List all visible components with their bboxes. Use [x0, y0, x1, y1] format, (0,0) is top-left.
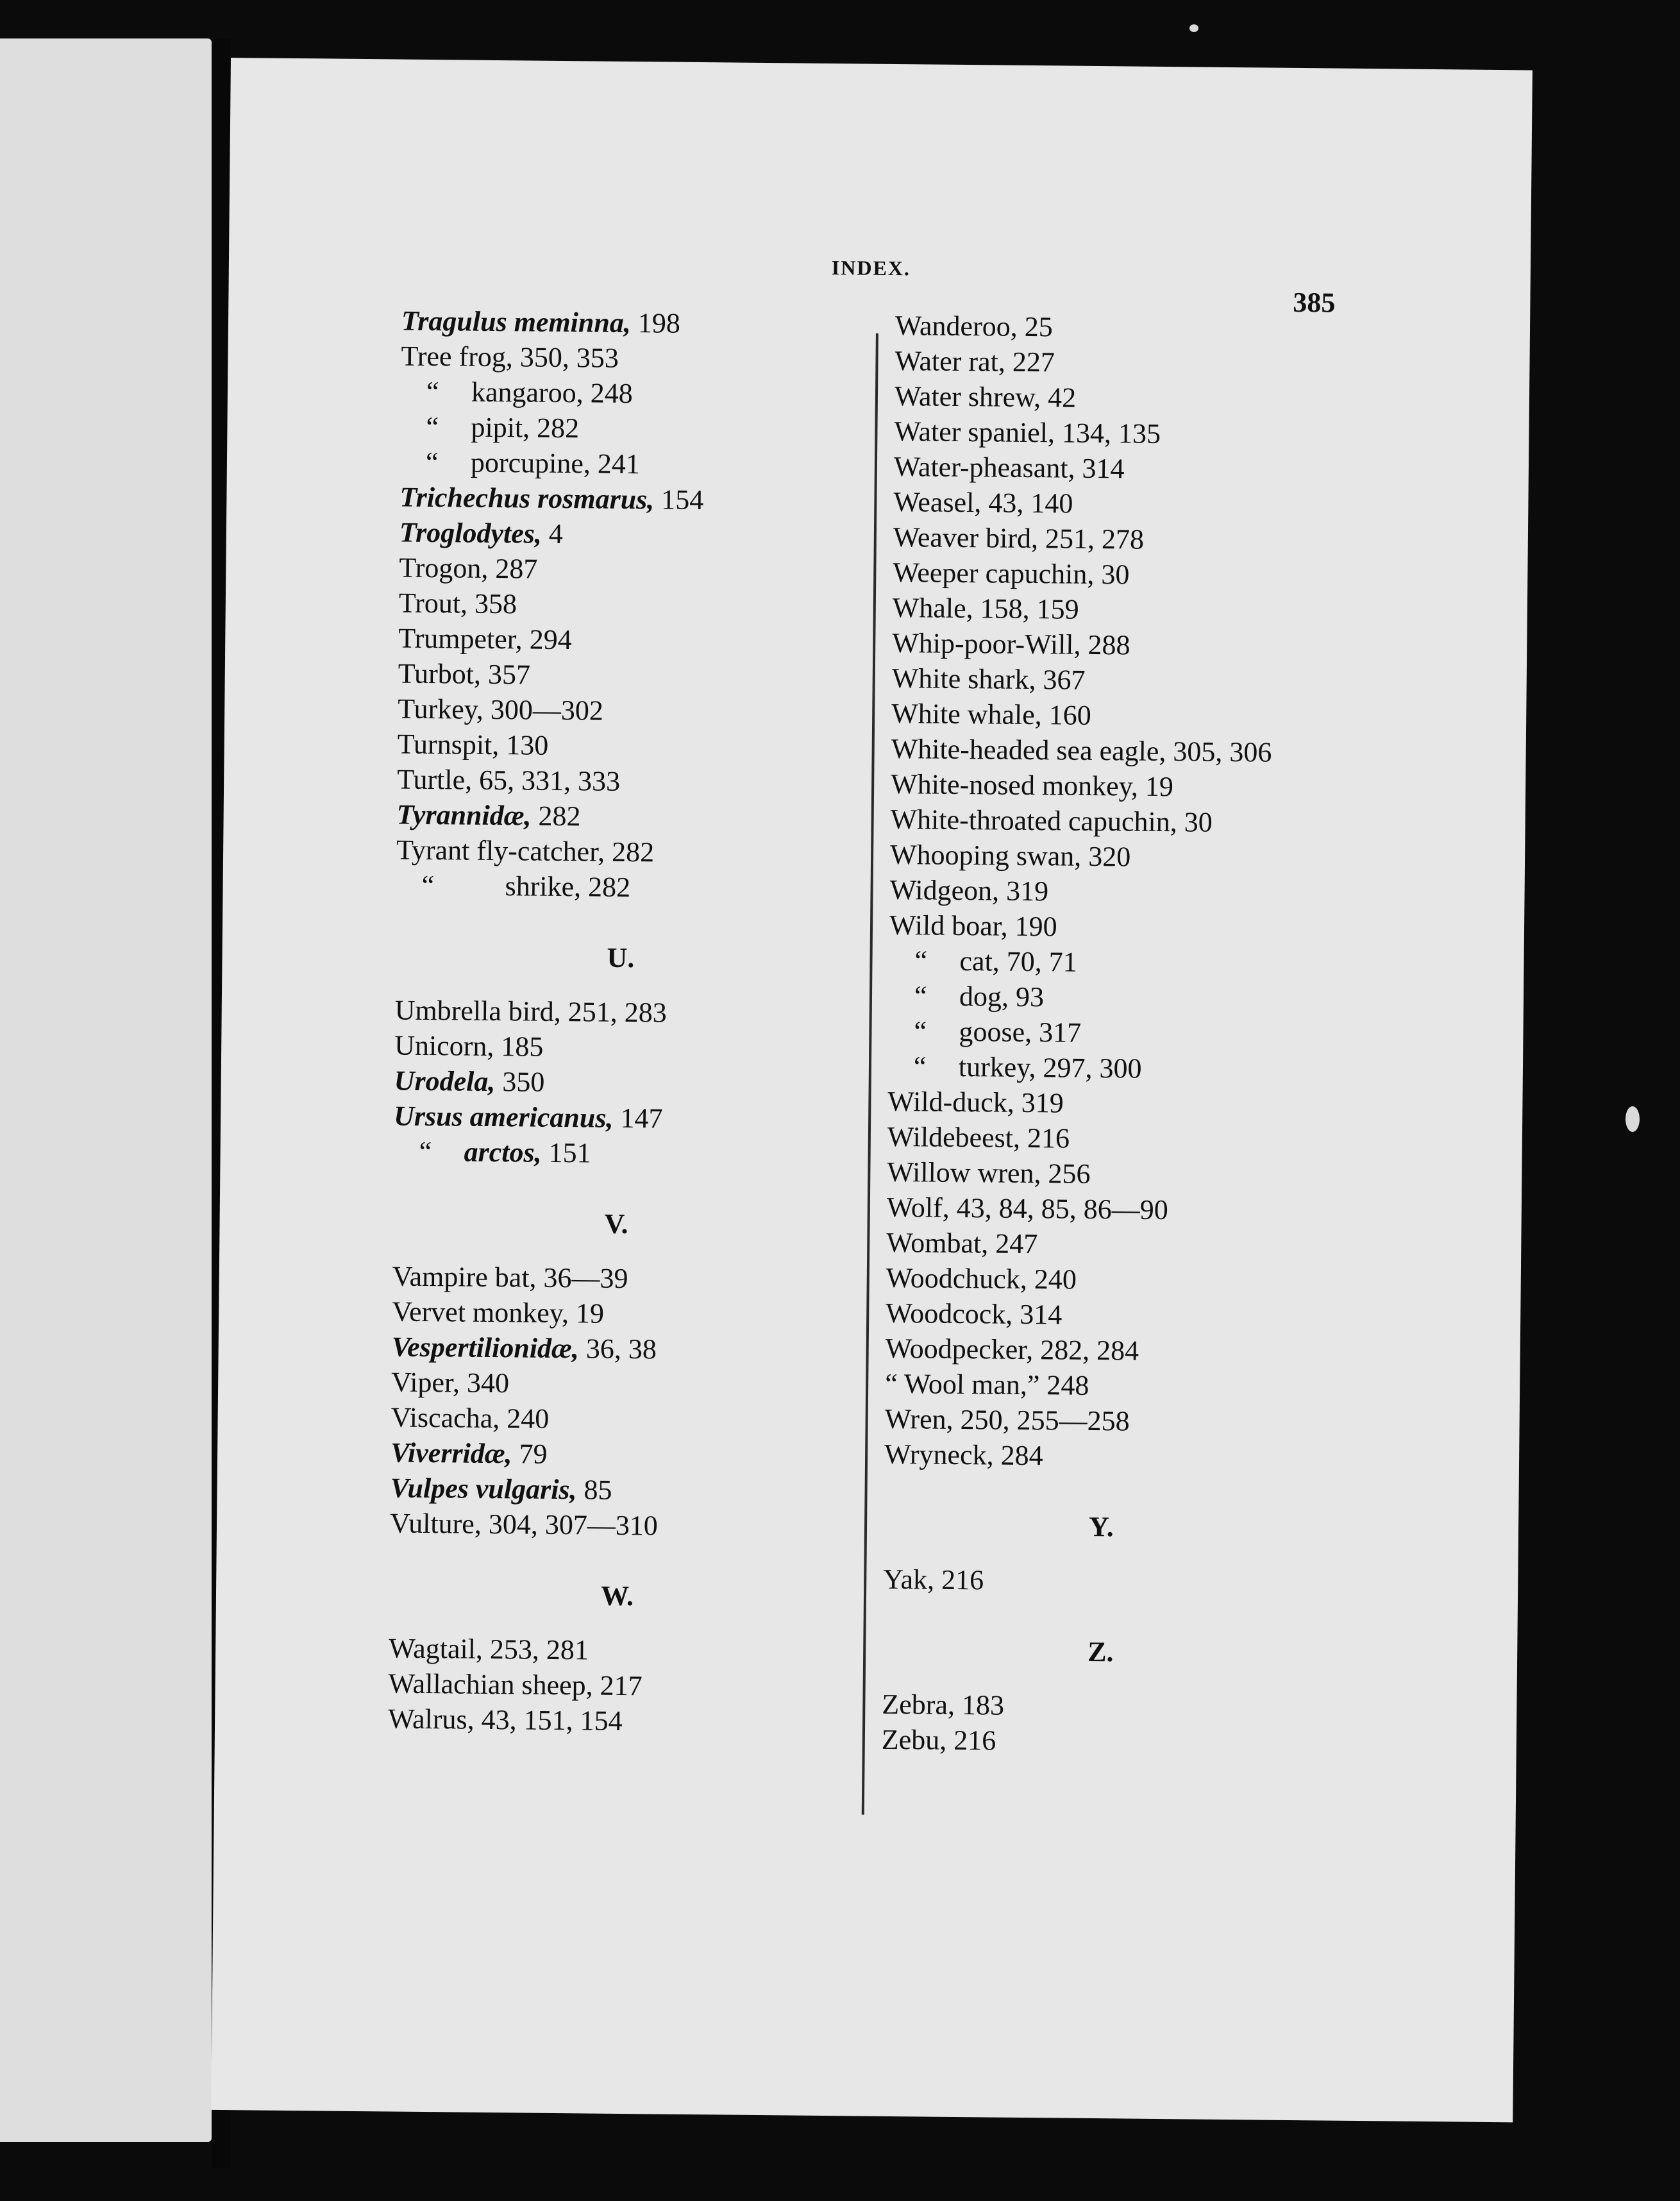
entry-pages: 284: [993, 1439, 1043, 1472]
index-subentry: [888, 1013, 1427, 1054]
ditto-mark: “: [426, 410, 439, 443]
entry-pages: 317: [1031, 1016, 1082, 1049]
index-entry: [398, 621, 937, 661]
entry-term: Wild-duck,: [887, 1085, 1015, 1118]
index-entry: [391, 1399, 929, 1440]
entry-pages: 190: [1007, 910, 1057, 943]
index-entry: [399, 550, 937, 591]
entry-term: White shark,: [891, 662, 1036, 696]
entry-term: Vampire bat,: [392, 1260, 537, 1294]
entry-pages: 198: [630, 307, 681, 339]
index-entry: [394, 1063, 932, 1104]
entry-term: Zebra,: [882, 1688, 955, 1721]
entry-term: Turbot,: [398, 657, 482, 690]
entry-pages: 314: [1012, 1298, 1063, 1331]
entry-pages: 350: [495, 1066, 545, 1098]
index-subentry: [400, 409, 939, 450]
entry-term: pipit,: [471, 411, 530, 444]
entry-term: Vervet monkey,: [392, 1295, 569, 1329]
index-entry: [884, 1401, 1423, 1442]
entry-pages: 358: [467, 587, 517, 620]
ditto-mark: “: [421, 869, 435, 902]
index-entry: [891, 696, 1430, 736]
entry-term: Unicorn,: [394, 1029, 494, 1063]
entry-pages: 185: [494, 1031, 544, 1063]
entry-term: kangaroo,: [471, 376, 584, 409]
section-letter: Y.: [1088, 1510, 1114, 1543]
entry-pages: 314: [1075, 452, 1125, 485]
index-entry: [394, 1028, 933, 1068]
entry-pages: 340: [459, 1367, 510, 1399]
entry-pages: 319: [998, 875, 1049, 907]
entry-term: Wild boar,: [889, 909, 1008, 942]
entry-pages: 304, 307—310: [481, 1508, 659, 1542]
entry-term: Tyrant fly-catcher,: [396, 834, 605, 868]
index-entry: [399, 515, 938, 555]
section-letter: U.: [607, 941, 635, 974]
ditto-mark: “: [914, 945, 928, 977]
index-entry: [890, 802, 1429, 842]
entry-pages: 19: [568, 1297, 605, 1329]
entry-term: Turtle,: [396, 763, 473, 796]
entry-term: Water shrew,: [894, 380, 1041, 414]
entry-pages: 282: [604, 836, 655, 868]
ditto-mark: “: [914, 980, 927, 1012]
scan-speck: [1189, 24, 1198, 32]
index-entry: [394, 1099, 932, 1139]
entry-term: Trumpeter,: [398, 622, 523, 655]
entry-pages: 85: [576, 1474, 612, 1506]
index-entry: [391, 1364, 930, 1404]
index-entry: [895, 308, 1434, 348]
entry-pages: 253, 281: [482, 1633, 589, 1666]
entry-term: White-throated capuchin,: [890, 803, 1178, 838]
index-entry: [886, 1295, 1424, 1336]
index-subentry: [400, 444, 939, 485]
index-entry: [886, 1260, 1425, 1301]
entry-pages: 282: [580, 871, 631, 904]
entry-pages: 247: [988, 1227, 1038, 1260]
index-entry: [392, 1259, 931, 1299]
entry-pages: 282: [531, 800, 581, 832]
ditto-mark: “: [426, 375, 439, 408]
entry-term: Trichechus rosmarus,: [399, 481, 655, 516]
index-entry: [893, 484, 1432, 525]
entry-pages: 130: [499, 729, 549, 761]
index-entry: [893, 590, 1431, 630]
ditto-mark: “: [425, 446, 439, 478]
index-entry: [893, 555, 1431, 595]
entry-term: Ursus americanus,: [393, 1100, 614, 1134]
index-entry: [887, 1154, 1425, 1195]
index-entry: [885, 1331, 1424, 1371]
entry-pages: 151: [541, 1136, 591, 1169]
index-entry: [390, 1470, 928, 1510]
entry-term: Water rat,: [895, 344, 1006, 378]
index-entry: [397, 727, 936, 767]
entry-term: Water-pheasant,: [893, 450, 1075, 484]
entry-term: Wryneck,: [884, 1438, 994, 1471]
page-number: 385: [1293, 286, 1336, 319]
index-column-right: [882, 308, 1434, 1762]
entry-pages: 154: [654, 484, 704, 516]
index-entry: [891, 661, 1430, 701]
ditto-mark: “: [419, 1135, 432, 1168]
entry-pages: 251, 283: [560, 996, 668, 1029]
entry-term: Wren,: [884, 1403, 953, 1435]
entry-pages: 93: [1008, 981, 1045, 1013]
entry-term: Woodpecker,: [885, 1332, 1034, 1366]
entry-term: Trogon,: [399, 552, 489, 584]
index-entry: [390, 1505, 928, 1546]
entry-pages: 288: [1080, 628, 1130, 661]
entry-pages: 36—39: [536, 1261, 628, 1295]
index-entry: [391, 1435, 929, 1475]
index-entry: [399, 586, 937, 626]
entry-term: Viper,: [391, 1366, 460, 1399]
entry-pages: 4: [541, 518, 564, 550]
entry-pages: 282: [529, 412, 580, 444]
index-entry: [394, 993, 933, 1033]
entry-term: Wolf,: [886, 1191, 950, 1224]
running-head: INDEX.: [831, 256, 911, 280]
entry-pages: 282, 284: [1032, 1334, 1139, 1367]
entry-pages: 43, 140: [981, 487, 1073, 519]
section-letter: V.: [604, 1208, 628, 1240]
entry-term: Yak,: [883, 1563, 935, 1596]
entry-pages: 217: [592, 1669, 643, 1702]
entry-term: Wildebeest,: [887, 1120, 1021, 1154]
entry-term: Water spaniel,: [894, 415, 1055, 449]
index-entry: [895, 343, 1433, 384]
index-entry: [895, 378, 1433, 419]
entry-term: Vespertilionidæ,: [391, 1331, 580, 1365]
index-entry: [894, 449, 1432, 489]
entry-term: Weaver bird,: [893, 521, 1039, 555]
entry-pages: 79: [512, 1438, 548, 1470]
entry-pages: 158, 159: [973, 593, 1079, 625]
index-entry: [398, 691, 936, 732]
index-entry: [893, 519, 1432, 560]
index-entry: [398, 656, 937, 696]
entry-term: Viscacha,: [391, 1401, 500, 1435]
entry-pages: 43, 84, 85, 86—90: [949, 1192, 1168, 1226]
entry-term: dog,: [959, 980, 1009, 1013]
index-entry: [884, 1437, 1423, 1477]
entry-term: Woodcock,: [886, 1297, 1013, 1330]
index-entry: [396, 797, 935, 838]
entry-pages: 305, 306: [1166, 736, 1272, 768]
index-entry: [894, 414, 1432, 454]
entry-pages: 227: [1005, 346, 1055, 378]
index-column-left: [388, 303, 940, 1742]
index-subentry: [401, 374, 939, 414]
facing-page: [0, 38, 212, 2142]
entry-term: Turnspit,: [397, 728, 500, 761]
entry-term: Turkey,: [398, 693, 484, 725]
entry-term: Whooping swan,: [889, 838, 1082, 872]
index-entry: [891, 766, 1429, 807]
entry-term: Weasel,: [893, 485, 982, 519]
index-subentry: [889, 943, 1427, 983]
entry-term: Weeper capuchin,: [893, 556, 1095, 590]
index-entry: [388, 1666, 927, 1706]
entry-term: cat,: [959, 945, 1000, 977]
entry-term: Trout,: [398, 587, 468, 620]
index-subentry: [889, 978, 1427, 1018]
entry-term: Wombat,: [886, 1226, 989, 1260]
entry-pages: 216: [1020, 1122, 1070, 1154]
index-entry: [890, 837, 1429, 877]
section-letter: Z.: [1087, 1635, 1114, 1668]
entry-pages: 30: [1177, 806, 1213, 838]
entry-pages: 134, 135: [1054, 417, 1161, 450]
section-letter: W.: [600, 1580, 634, 1612]
index-entry: [883, 1562, 1422, 1602]
entry-term: Viverridæ,: [390, 1437, 512, 1470]
index-entry: [401, 339, 939, 379]
entry-pages: 287: [488, 552, 538, 585]
entry-pages: 300—302: [483, 693, 604, 727]
entry-term: Umbrella bird,: [394, 994, 562, 1028]
ditto-mark: “: [913, 1050, 927, 1083]
entry-term: Vulpes vulgaris,: [390, 1472, 577, 1506]
entry-term: arctos,: [464, 1136, 542, 1168]
entry-pages: 42: [1040, 382, 1077, 414]
entry-term: “ Wool man,”: [884, 1367, 1040, 1401]
entry-term: Walrus,: [387, 1703, 475, 1735]
entry-pages: 248: [1039, 1369, 1089, 1401]
entry-term: Willow wren,: [887, 1156, 1041, 1190]
index-entry: [882, 1722, 1420, 1762]
entry-pages: 25: [1017, 310, 1053, 343]
entry-term: Whale,: [892, 591, 973, 625]
entry-term: Tyrannidæ,: [396, 798, 532, 832]
entry-term: Wanderoo,: [895, 309, 1018, 342]
index-entry: [887, 1084, 1426, 1124]
entry-term: shrike,: [505, 870, 582, 903]
index-entry: [388, 1701, 927, 1741]
index-subentry: [888, 1049, 1427, 1089]
scan-speck: [1625, 1106, 1640, 1132]
index-entry: [887, 1119, 1426, 1160]
entry-term: turkey,: [958, 1050, 1036, 1084]
entry-pages: 19: [1138, 770, 1174, 803]
entry-pages: 297, 300: [1036, 1052, 1142, 1084]
entry-pages: 43, 151, 154: [474, 1703, 623, 1737]
entry-term: Wagtail,: [388, 1632, 483, 1665]
entry-term: White whale,: [891, 697, 1043, 731]
entry-pages: 357: [480, 658, 531, 691]
entry-term: Whip-poor-Will,: [892, 627, 1081, 661]
entry-term: Tragulus meminna,: [401, 305, 632, 339]
entry-term: Tree frog,: [401, 340, 514, 373]
index-entry: [392, 1294, 930, 1335]
entry-pages: 250, 255—258: [953, 1403, 1130, 1437]
entry-pages: 30: [1094, 558, 1130, 591]
index-entry: [892, 625, 1431, 666]
index-subentry: [396, 868, 934, 908]
entry-term: Vulture,: [389, 1507, 482, 1540]
index-entry: [889, 872, 1428, 913]
entry-pages: 240: [500, 1403, 550, 1435]
entry-pages: 240: [1027, 1263, 1077, 1295]
index-entry: [882, 1687, 1420, 1727]
entry-pages: 320: [1081, 840, 1131, 873]
index-entry: [886, 1225, 1425, 1265]
index-entry: [887, 1190, 1425, 1230]
index-entry: [891, 731, 1429, 772]
index-entry: [399, 480, 938, 520]
index-entry: [389, 1630, 927, 1671]
entry-pages: 367: [1036, 664, 1086, 696]
entry-pages: 216: [946, 1724, 996, 1757]
entry-pages: 70, 71: [999, 945, 1078, 978]
index-entry: [396, 832, 935, 873]
entry-pages: 294: [522, 623, 572, 656]
entry-pages: 251, 278: [1037, 523, 1145, 555]
entry-pages: 319: [1014, 1086, 1064, 1119]
index-entry: [391, 1329, 930, 1370]
entry-term: White-nosed monkey,: [890, 768, 1139, 802]
entry-pages: 248: [583, 377, 633, 410]
ditto-mark: “: [914, 1015, 927, 1047]
index-entry: [889, 907, 1428, 948]
entry-pages: 183: [954, 1689, 1005, 1721]
index-entry: [401, 303, 940, 344]
entry-pages: 256: [1041, 1158, 1091, 1190]
entry-term: goose,: [959, 1015, 1032, 1049]
entry-pages: 216: [934, 1564, 984, 1596]
entry-term: Woodchuck,: [886, 1261, 1028, 1295]
index-entry: [885, 1366, 1424, 1406]
entry-term: Wallachian sheep,: [388, 1667, 593, 1701]
index-page: [211, 58, 1533, 2122]
entry-pages: 147: [613, 1102, 663, 1134]
entry-pages: 160: [1041, 699, 1092, 731]
entry-pages: 350, 353: [512, 341, 619, 374]
index-entry: [397, 762, 936, 802]
entry-pages: 241: [590, 448, 641, 480]
entry-term: porcupine,: [470, 446, 591, 480]
entry-pages: 36, 38: [578, 1333, 657, 1365]
entry-pages: 65, 331, 333: [471, 764, 621, 797]
entry-term: White-headed sea eagle,: [891, 732, 1166, 768]
entry-term: Troglodytes,: [399, 516, 542, 550]
entry-term: Urodela,: [394, 1065, 496, 1098]
entry-term: Zebu,: [881, 1723, 947, 1756]
entry-term: Widgeon,: [889, 873, 1000, 907]
index-subentry: [393, 1134, 932, 1174]
